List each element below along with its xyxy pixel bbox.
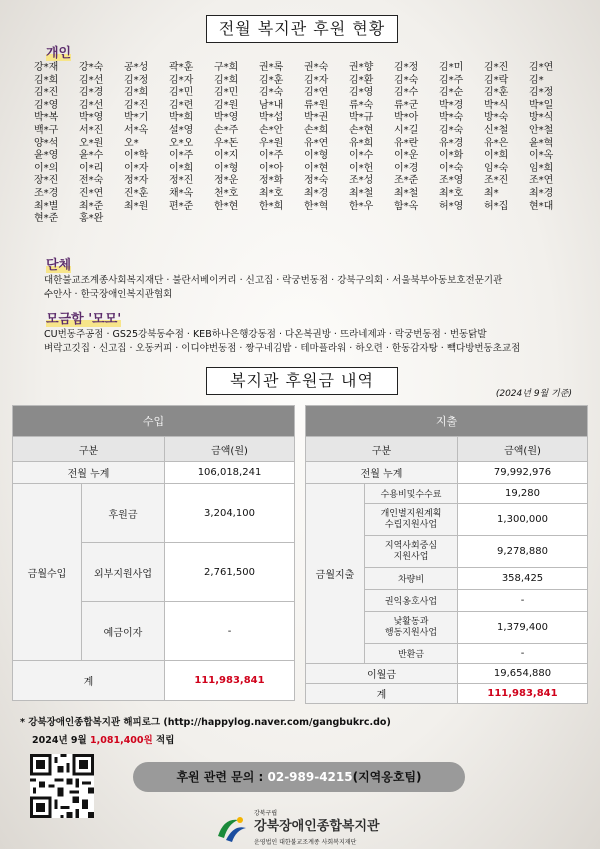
- donor-name: 권*록: [259, 62, 284, 73]
- donor-name: 류*원: [304, 99, 329, 111]
- donor-name: 방*식: [529, 112, 554, 124]
- expense-table: [305, 405, 588, 704]
- donor-name: 허*영: [439, 200, 464, 212]
- expense-carry-value: 19,654,880: [458, 664, 588, 684]
- donor-name: 박*숙: [439, 112, 464, 124]
- donor-name: 이*학: [124, 150, 149, 162]
- donor-name: 현*대: [529, 200, 554, 212]
- donor-name: 정*진: [169, 175, 194, 187]
- box-line-2: 벼락고깃집 · 신고집 · 오동커피 · 이디야번동점 · 짱구네김밥 · 테마플라워 · 하오련 · 한동감자탕 · 빽다방번동초교점: [44, 343, 521, 354]
- donor-name: 우*돈: [214, 137, 239, 149]
- donor-name: 임*희: [529, 162, 554, 174]
- donor-name: 전*숙: [79, 175, 104, 187]
- donor-name: 유*은: [484, 137, 509, 149]
- expense-col-amount: 금액(원): [458, 437, 588, 462]
- donor-name: 김*훈: [484, 87, 509, 99]
- donor-name: 김*미: [439, 62, 464, 73]
- donor-name: 박*권: [304, 112, 329, 124]
- donor-name: 이*희: [484, 150, 509, 162]
- income-col-category: 구분: [13, 437, 165, 462]
- donor-name: 박*일: [529, 99, 554, 111]
- donor-name: 최*호: [259, 187, 284, 199]
- box-line-1: CU번동주공점 · GS25강북동수점 · KEB하나은행강동점 · 다온복권방 · 뜨라네제과 · 락궁번동점 · 번동닭발: [44, 329, 487, 340]
- donor-name: 오*오: [169, 137, 194, 149]
- donor-name: 서*진: [79, 124, 104, 136]
- donor-name: 김*자: [169, 74, 194, 86]
- logo-name: 강북장애인종합복지관: [254, 819, 380, 834]
- donor-name: 김*진: [484, 62, 509, 73]
- donor-name: 박*영: [79, 112, 104, 124]
- donor-name: 김*숙: [259, 87, 284, 99]
- individual-names-list: [34, 62, 574, 226]
- donor-name: 이*희: [169, 162, 194, 174]
- donor-name: 시*길: [394, 124, 419, 136]
- donor-name: 이*화: [439, 150, 464, 162]
- expense-row-value: 1,379,400: [458, 612, 588, 644]
- donor-name: 최*호: [439, 187, 464, 199]
- donor-name: 임*숙: [484, 162, 509, 174]
- expense-row-value: 9,278,880: [458, 536, 588, 568]
- donor-name: 진*훈: [124, 187, 149, 199]
- finance-date: (2024년 9월 기준): [495, 389, 572, 399]
- donor-name: 우*원: [259, 137, 284, 149]
- donor-name: 김*선: [79, 99, 104, 111]
- donor-name: 유*연: [304, 137, 329, 149]
- donor-name: 한*혁: [304, 200, 329, 212]
- donor-name: 편*준: [169, 200, 194, 212]
- donor-name: 현*준: [34, 213, 59, 225]
- donor-name: 이*주: [259, 150, 284, 162]
- expense-total-label: 계: [306, 684, 458, 704]
- donor-name: 손*주: [214, 124, 239, 136]
- income-row-label: 후원금: [82, 484, 165, 543]
- expense-row-value: -: [458, 644, 588, 664]
- donor-name: 남*내: [259, 99, 284, 111]
- donor-name: 박*복: [34, 112, 59, 124]
- donor-name: 조*영: [439, 175, 464, 187]
- donor-name: 이*지: [214, 150, 239, 162]
- donor-name: 이*형: [214, 162, 239, 174]
- donor-name: 신*철: [484, 124, 509, 136]
- donor-name: 박*영: [214, 112, 239, 124]
- donor-name: 김*정: [394, 62, 419, 73]
- donor-name: 강*재: [34, 62, 59, 73]
- income-table: [12, 405, 295, 701]
- logo-top-text: 강북구립: [254, 810, 278, 817]
- income-prev-label: 전월 누계: [13, 462, 165, 484]
- expense-row-label: 지역사회중심 지원사업: [365, 536, 458, 568]
- donor-name: 박*기: [124, 112, 149, 124]
- income-row-label: 예금이자: [82, 602, 165, 661]
- donor-name: 김*순: [439, 87, 464, 99]
- donor-name: 김*: [529, 74, 544, 86]
- donor-name: 박*경: [439, 99, 464, 111]
- finance-title: 복지관 후원금 내역: [206, 367, 398, 395]
- donor-name: 김*영: [34, 99, 59, 111]
- expense-row-label: 수용비및수수료: [365, 484, 458, 504]
- donor-name: 유*란: [394, 137, 419, 149]
- donor-name: 양*석: [34, 137, 59, 149]
- donor-name: 강*숙: [79, 62, 104, 73]
- donor-name: 김*락: [484, 74, 509, 86]
- donor-name: 허*집: [484, 200, 509, 212]
- donor-name: 최*철: [349, 187, 374, 199]
- expense-row-value: 19,280: [458, 484, 588, 504]
- happylog-note: * 강북장애인종합복지관 해피로그 (http://happylog.naver.com/gangbukrc.do): [20, 717, 391, 728]
- donor-name: 김*숙: [394, 74, 419, 86]
- donor-name: 이*경: [394, 162, 419, 174]
- donor-name: 방*숙: [484, 112, 509, 124]
- income-row-value: -: [165, 602, 295, 661]
- income-prev-value: 106,018,241: [165, 462, 295, 484]
- donor-name: 설*영: [169, 124, 194, 136]
- donor-name: 김*연: [304, 87, 329, 99]
- income-total-value: 111,983,841: [165, 661, 295, 701]
- box-label: 모금함 '모모': [46, 312, 122, 327]
- donor-name: 곽*훈: [169, 62, 194, 73]
- group-line-2: 수안사 · 한국장애인복지관협회: [44, 289, 173, 300]
- donor-name: 박*섭: [259, 112, 284, 124]
- page-title: 전월 복지관 후원 현황: [206, 15, 398, 43]
- donor-name: 정*숙: [304, 175, 329, 187]
- income-col-amount: 금액(원): [165, 437, 295, 462]
- donor-name: 김*희: [124, 87, 149, 99]
- donor-name: 최*경: [529, 187, 554, 199]
- expense-row-value: 358,425: [458, 568, 588, 590]
- donor-name: 손*희: [304, 124, 329, 136]
- donor-name: 김*희: [34, 74, 59, 86]
- donor-name: 정*화: [259, 175, 284, 187]
- donor-name: 최*별: [34, 200, 59, 212]
- donor-name: 김*민: [169, 87, 194, 99]
- donor-name: 이*리: [79, 162, 104, 174]
- donor-name: 이*주: [169, 150, 194, 162]
- donor-name: 이*자: [124, 162, 149, 174]
- donor-name: 서*옥: [124, 124, 149, 136]
- donor-name: 김*진: [34, 87, 59, 99]
- donor-name: 김*연: [529, 62, 554, 73]
- donor-name: 진*연: [79, 187, 104, 199]
- income-row-value: 2,761,500: [165, 543, 295, 602]
- donor-name: 김*정: [529, 87, 554, 99]
- expense-row-label: 반환금: [365, 644, 458, 664]
- expense-row-label: 낯활동과 행동지원사업: [365, 612, 458, 644]
- happylog-amount: 1,081,400원: [90, 735, 153, 746]
- expense-carry-label: 이월금: [306, 664, 458, 684]
- donor-name: 김*환: [349, 74, 374, 86]
- donor-name: 조*진: [484, 175, 509, 187]
- donor-name: 안*철: [529, 124, 554, 136]
- donor-name: 채*옥: [169, 187, 194, 199]
- donor-name: 이*아: [259, 162, 284, 174]
- donor-name: 백*구: [34, 124, 59, 136]
- donor-name: 장*진: [34, 175, 59, 187]
- contact-banner: 후원 관련 문의 : 02-989-4215(지역옹호팀): [133, 762, 465, 792]
- donor-name: 한*현: [214, 200, 239, 212]
- income-group-label: 금월수입: [13, 484, 82, 661]
- donor-name: 이*수: [349, 150, 374, 162]
- donor-name: 김*정: [124, 74, 149, 86]
- donor-name: 한*우: [349, 200, 374, 212]
- donor-name: 한*희: [259, 200, 284, 212]
- logo-corp-text: 운영법인 대한불교조계종 사회복지재단: [254, 839, 357, 846]
- donor-name: 김*훈: [259, 74, 284, 86]
- expense-row-label: 개인별지원계획 수립지원사업: [365, 504, 458, 536]
- expense-row-value: 1,300,000: [458, 504, 588, 536]
- donor-name: 손*현: [349, 124, 374, 136]
- expense-row-value: -: [458, 590, 588, 612]
- group-label: 단체: [46, 258, 72, 273]
- donor-name: 윤*영: [34, 150, 59, 162]
- expense-prev-value: 79,992,976: [458, 462, 588, 484]
- individual-label: 개인: [46, 46, 72, 61]
- donor-name: 김*선: [79, 74, 104, 86]
- expense-header: 지출: [306, 406, 588, 437]
- donor-name: 정*운: [214, 175, 239, 187]
- donor-name: 홍*완: [79, 213, 104, 225]
- donor-name: 권*숙: [304, 62, 329, 73]
- donor-name: 김*련: [169, 99, 194, 111]
- donor-name: 최*: [484, 187, 499, 199]
- group-line-1: 대한불교조계종사회복지재단 · 불란서베이커리 · 신고집 · 락궁번동점 · 강북구의회 · 서울북부아동보호전문기관: [44, 275, 503, 286]
- donor-name: 조*준: [394, 175, 419, 187]
- donor-name: 김*민: [214, 87, 239, 99]
- donor-name: 공*성: [124, 62, 149, 73]
- donor-name: 김*희: [214, 74, 239, 86]
- donor-name: 이*운: [394, 150, 419, 162]
- box-list: [44, 328, 564, 356]
- donor-name: 최*원: [124, 200, 149, 212]
- donor-name: 이*헌: [349, 162, 374, 174]
- donor-name: 김*주: [439, 74, 464, 86]
- donor-name: 최*철: [394, 187, 419, 199]
- income-row-value: 3,204,100: [165, 484, 295, 543]
- group-list: [44, 274, 564, 302]
- donor-name: 조*연: [529, 175, 554, 187]
- donor-name: 이*형: [304, 150, 329, 162]
- donor-name: 조*경: [34, 187, 59, 199]
- contact-phone[interactable]: 02-989-4215: [267, 770, 353, 784]
- donor-name: 조*성: [349, 175, 374, 187]
- income-header: 수입: [13, 406, 295, 437]
- income-row-label: 외부지원사업: [82, 543, 165, 602]
- donor-name: 김*숙: [439, 124, 464, 136]
- logo-mark-icon: [214, 814, 248, 844]
- donor-name: 류*군: [394, 99, 419, 111]
- donor-name: 박*규: [349, 112, 374, 124]
- donor-name: 류*숙: [349, 99, 374, 111]
- donor-name: 윤*혁: [529, 137, 554, 149]
- donor-name: 유*희: [349, 137, 374, 149]
- expense-row-label: 권익옹호사업: [365, 590, 458, 612]
- donor-name: 박*희: [169, 112, 194, 124]
- income-total-label: 계: [13, 661, 165, 701]
- donor-name: 오*: [124, 137, 139, 149]
- donor-name: 윤*수: [79, 150, 104, 162]
- donor-name: 구*희: [214, 62, 239, 73]
- donor-name: 이*의: [34, 162, 59, 174]
- happylog-amount-note: 2024년 9월 1,081,400원 적립: [32, 735, 175, 746]
- donor-name: 권*향: [349, 62, 374, 73]
- expense-row-label: 차량비: [365, 568, 458, 590]
- expense-col-category: 구분: [306, 437, 458, 462]
- donor-name: 이*숙: [439, 162, 464, 174]
- donor-name: 오*원: [79, 137, 104, 149]
- donor-name: 유*경: [439, 137, 464, 149]
- donor-name: 김*원: [214, 99, 239, 111]
- donor-name: 김*영: [349, 87, 374, 99]
- donor-name: 박*아: [394, 112, 419, 124]
- expense-group-label: 금월지출: [306, 484, 365, 664]
- donor-name: 최*경: [304, 187, 329, 199]
- donor-name: 김*수: [394, 87, 419, 99]
- expense-total-value: 111,983,841: [458, 684, 588, 704]
- donor-name: 천*호: [214, 187, 239, 199]
- donor-name: 박*식: [484, 99, 509, 111]
- donor-name: 함*옥: [394, 200, 419, 212]
- donor-name: 최*준: [79, 200, 104, 212]
- donor-name: 이*현: [304, 162, 329, 174]
- donor-name: 김*경: [79, 87, 104, 99]
- donor-name: 이*옥: [529, 150, 554, 162]
- org-logo: [214, 808, 414, 848]
- donor-name: 김*자: [304, 74, 329, 86]
- expense-prev-label: 전월 누계: [306, 462, 458, 484]
- donor-name: 김*진: [124, 99, 149, 111]
- qr-code-icon[interactable]: [30, 754, 94, 818]
- donor-name: 손*안: [259, 124, 284, 136]
- donor-name: 정*자: [124, 175, 149, 187]
